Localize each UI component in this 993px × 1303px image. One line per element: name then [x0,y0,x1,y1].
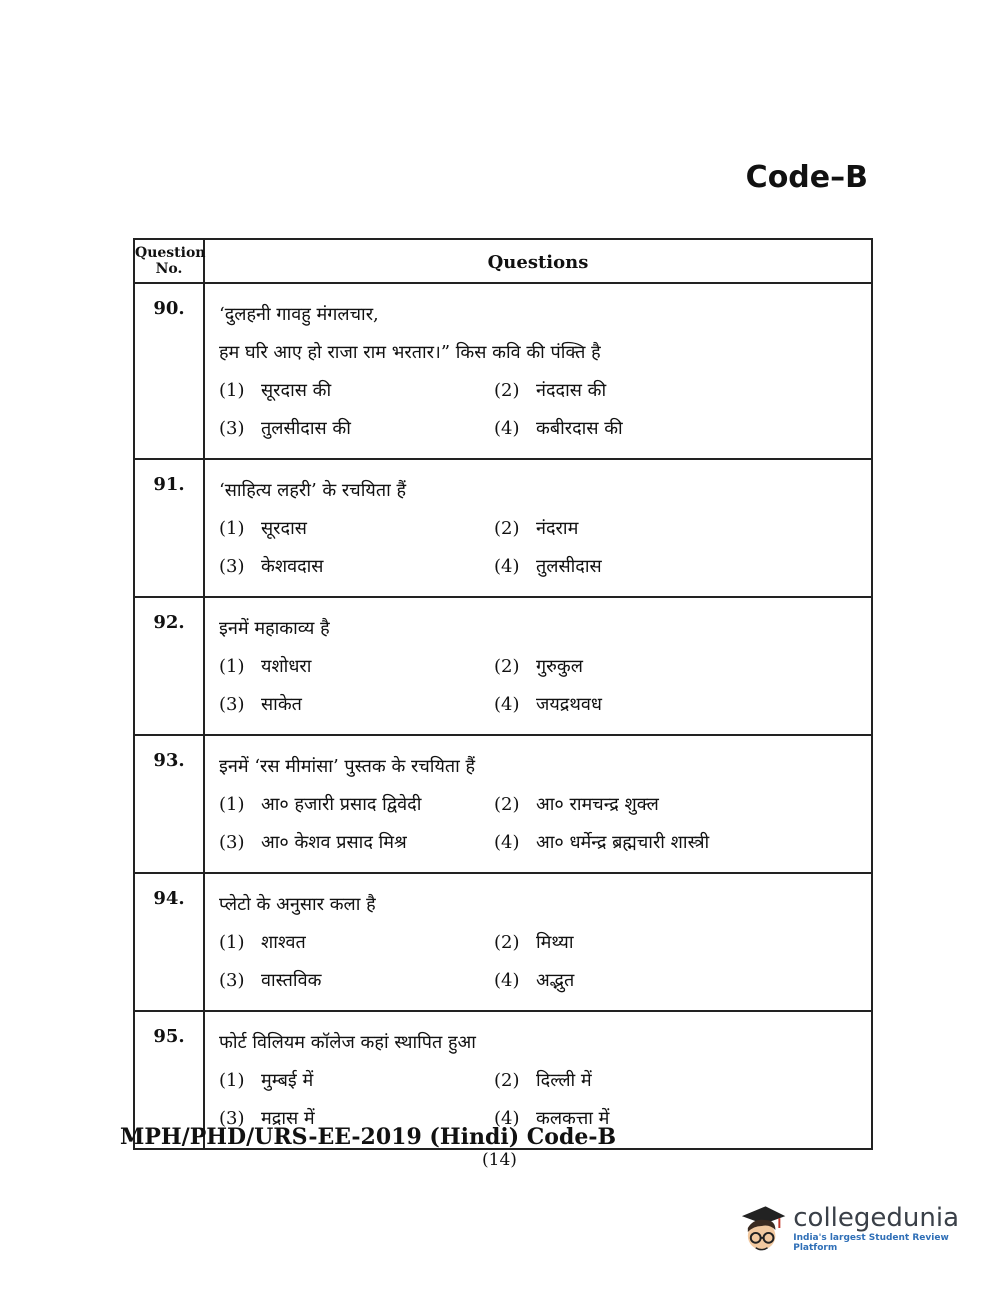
option-text: आ० केशव प्रसाद मिश्र [261,832,407,853]
options-grid [219,786,861,862]
question-row [135,284,871,460]
option-text: मुम्बई में [261,1070,314,1091]
answer-option [219,548,494,586]
options-grid [219,648,861,724]
answer-option [494,648,861,686]
answer-option [219,648,494,686]
option-number: (1) [219,518,245,539]
option-text: आ० हजारी प्रसाद द्विवेदी [261,794,422,815]
question-stem: इनमें महाकाव्य है [219,618,330,639]
answer-option [494,824,861,862]
option-number: (3) [219,418,245,439]
option-text: तुलसीदास [536,556,602,577]
option-text: जयद्रथवध [536,694,602,715]
footer-exam-code: MPH/PHD/URS-EE-2019 (Hindi) Code-B [120,1124,617,1150]
option-number: (3) [219,832,245,853]
option-number: (4) [494,694,520,715]
answer-option [219,510,494,548]
question-number: 94. [135,874,205,1010]
option-text: सूरदास की [261,380,332,401]
question-rows [135,284,871,1148]
option-number: (4) [494,556,520,577]
option-number: (2) [494,380,520,401]
option-text: कबीरदास की [536,418,623,439]
question-number: 93. [135,736,205,872]
table-header [135,240,871,284]
question-stem: ‘साहित्य लहरी’ के रचयिता हैं [219,480,407,501]
question-row [135,460,871,598]
option-number: (1) [219,1070,245,1091]
option-text: शाश्वत [261,932,306,953]
answer-option [494,548,861,586]
option-number: (2) [494,656,520,677]
answer-option [219,962,494,1000]
option-text: वास्तविक [261,970,322,991]
option-number: (2) [494,1070,520,1091]
option-text: तुलसीदास की [261,418,351,439]
answer-option [494,510,861,548]
options-grid [219,510,861,586]
option-number: (2) [494,794,520,815]
option-text: सूरदास [261,518,307,539]
option-text: नंदराम [536,518,579,539]
option-number: (4) [494,832,520,853]
question-body [205,284,871,458]
question-body [205,598,871,734]
option-text: दिल्ली में [536,1070,592,1091]
answer-option [494,924,861,962]
question-stem: ‘दुलहनी गावहु मंगलचार, [219,304,379,325]
question-stem: हम घरि आए हो राजा राम भरतार।” किस कवि की पंक्ति है [219,342,601,363]
answer-option [494,786,861,824]
option-text: नंददास की [536,380,607,401]
option-text: मिथ्या [536,932,574,953]
option-number: (4) [494,418,520,439]
answer-option [219,410,494,448]
option-number: (1) [219,932,245,953]
page-number: (14) [482,1150,517,1170]
answer-option [219,372,494,410]
option-number: (4) [494,1108,520,1129]
question-number-header: Question No. [135,240,205,282]
option-number: (4) [494,970,520,991]
watermark-brand: collegedunia [793,1203,960,1233]
option-text: साकेत [261,694,302,715]
question-body [205,736,871,872]
options-grid [219,924,861,1000]
option-text: आ० धर्मेन्द्र ब्रह्मचारी शास्त्री [536,832,710,853]
option-number: (2) [494,932,520,953]
collegedunia-logo-icon [736,1198,787,1258]
answer-option [219,686,494,724]
question-row [135,598,871,736]
answer-option [494,372,861,410]
question-body [205,874,871,1010]
answer-option [219,786,494,824]
option-text: गुरुकुल [536,656,583,677]
question-body [205,460,871,596]
answer-option [494,962,861,1000]
option-number: (1) [219,794,245,815]
option-number: (2) [494,518,520,539]
answer-option [219,924,494,962]
option-text: मद्रास में [261,1108,315,1129]
option-text: अद्भुत [536,970,575,991]
watermark-tagline: India's largest Student Review Platform [793,1233,949,1253]
answer-option [219,1062,494,1100]
question-table [133,238,873,1150]
option-number: (1) [219,656,245,677]
question-number: 91. [135,460,205,596]
question-number: 95. [135,1012,205,1148]
option-number: (1) [219,380,245,401]
collegedunia-watermark [736,1198,993,1258]
question-row [135,736,871,874]
option-text: कलकत्ता में [536,1108,610,1129]
option-number: (3) [219,970,245,991]
options-grid [219,372,861,448]
option-number: (3) [219,556,245,577]
question-number: 90. [135,284,205,458]
question-stem: इनमें ‘रस मीमांसा’ पुस्तक के रचयिता हैं [219,756,476,777]
answer-option [494,410,861,448]
question-row [135,874,871,1012]
answer-option [494,686,861,724]
question-stem: फोर्ट विलियम कॉलेज कहां स्थापित हुआ [219,1032,476,1053]
option-text: केशवदास [261,556,324,577]
answer-option [494,1062,861,1100]
question-stem: प्लेटो के अनुसार कला है [219,894,376,915]
exam-code-label: Code–B [745,160,868,195]
option-text: यशोधरा [261,656,312,677]
question-number: 92. [135,598,205,734]
option-text: आ० रामचन्द्र शुक्ल [536,794,659,815]
option-number: (3) [219,694,245,715]
answer-option [219,824,494,862]
option-number: (3) [219,1108,245,1129]
questions-header: Questions [487,252,589,273]
